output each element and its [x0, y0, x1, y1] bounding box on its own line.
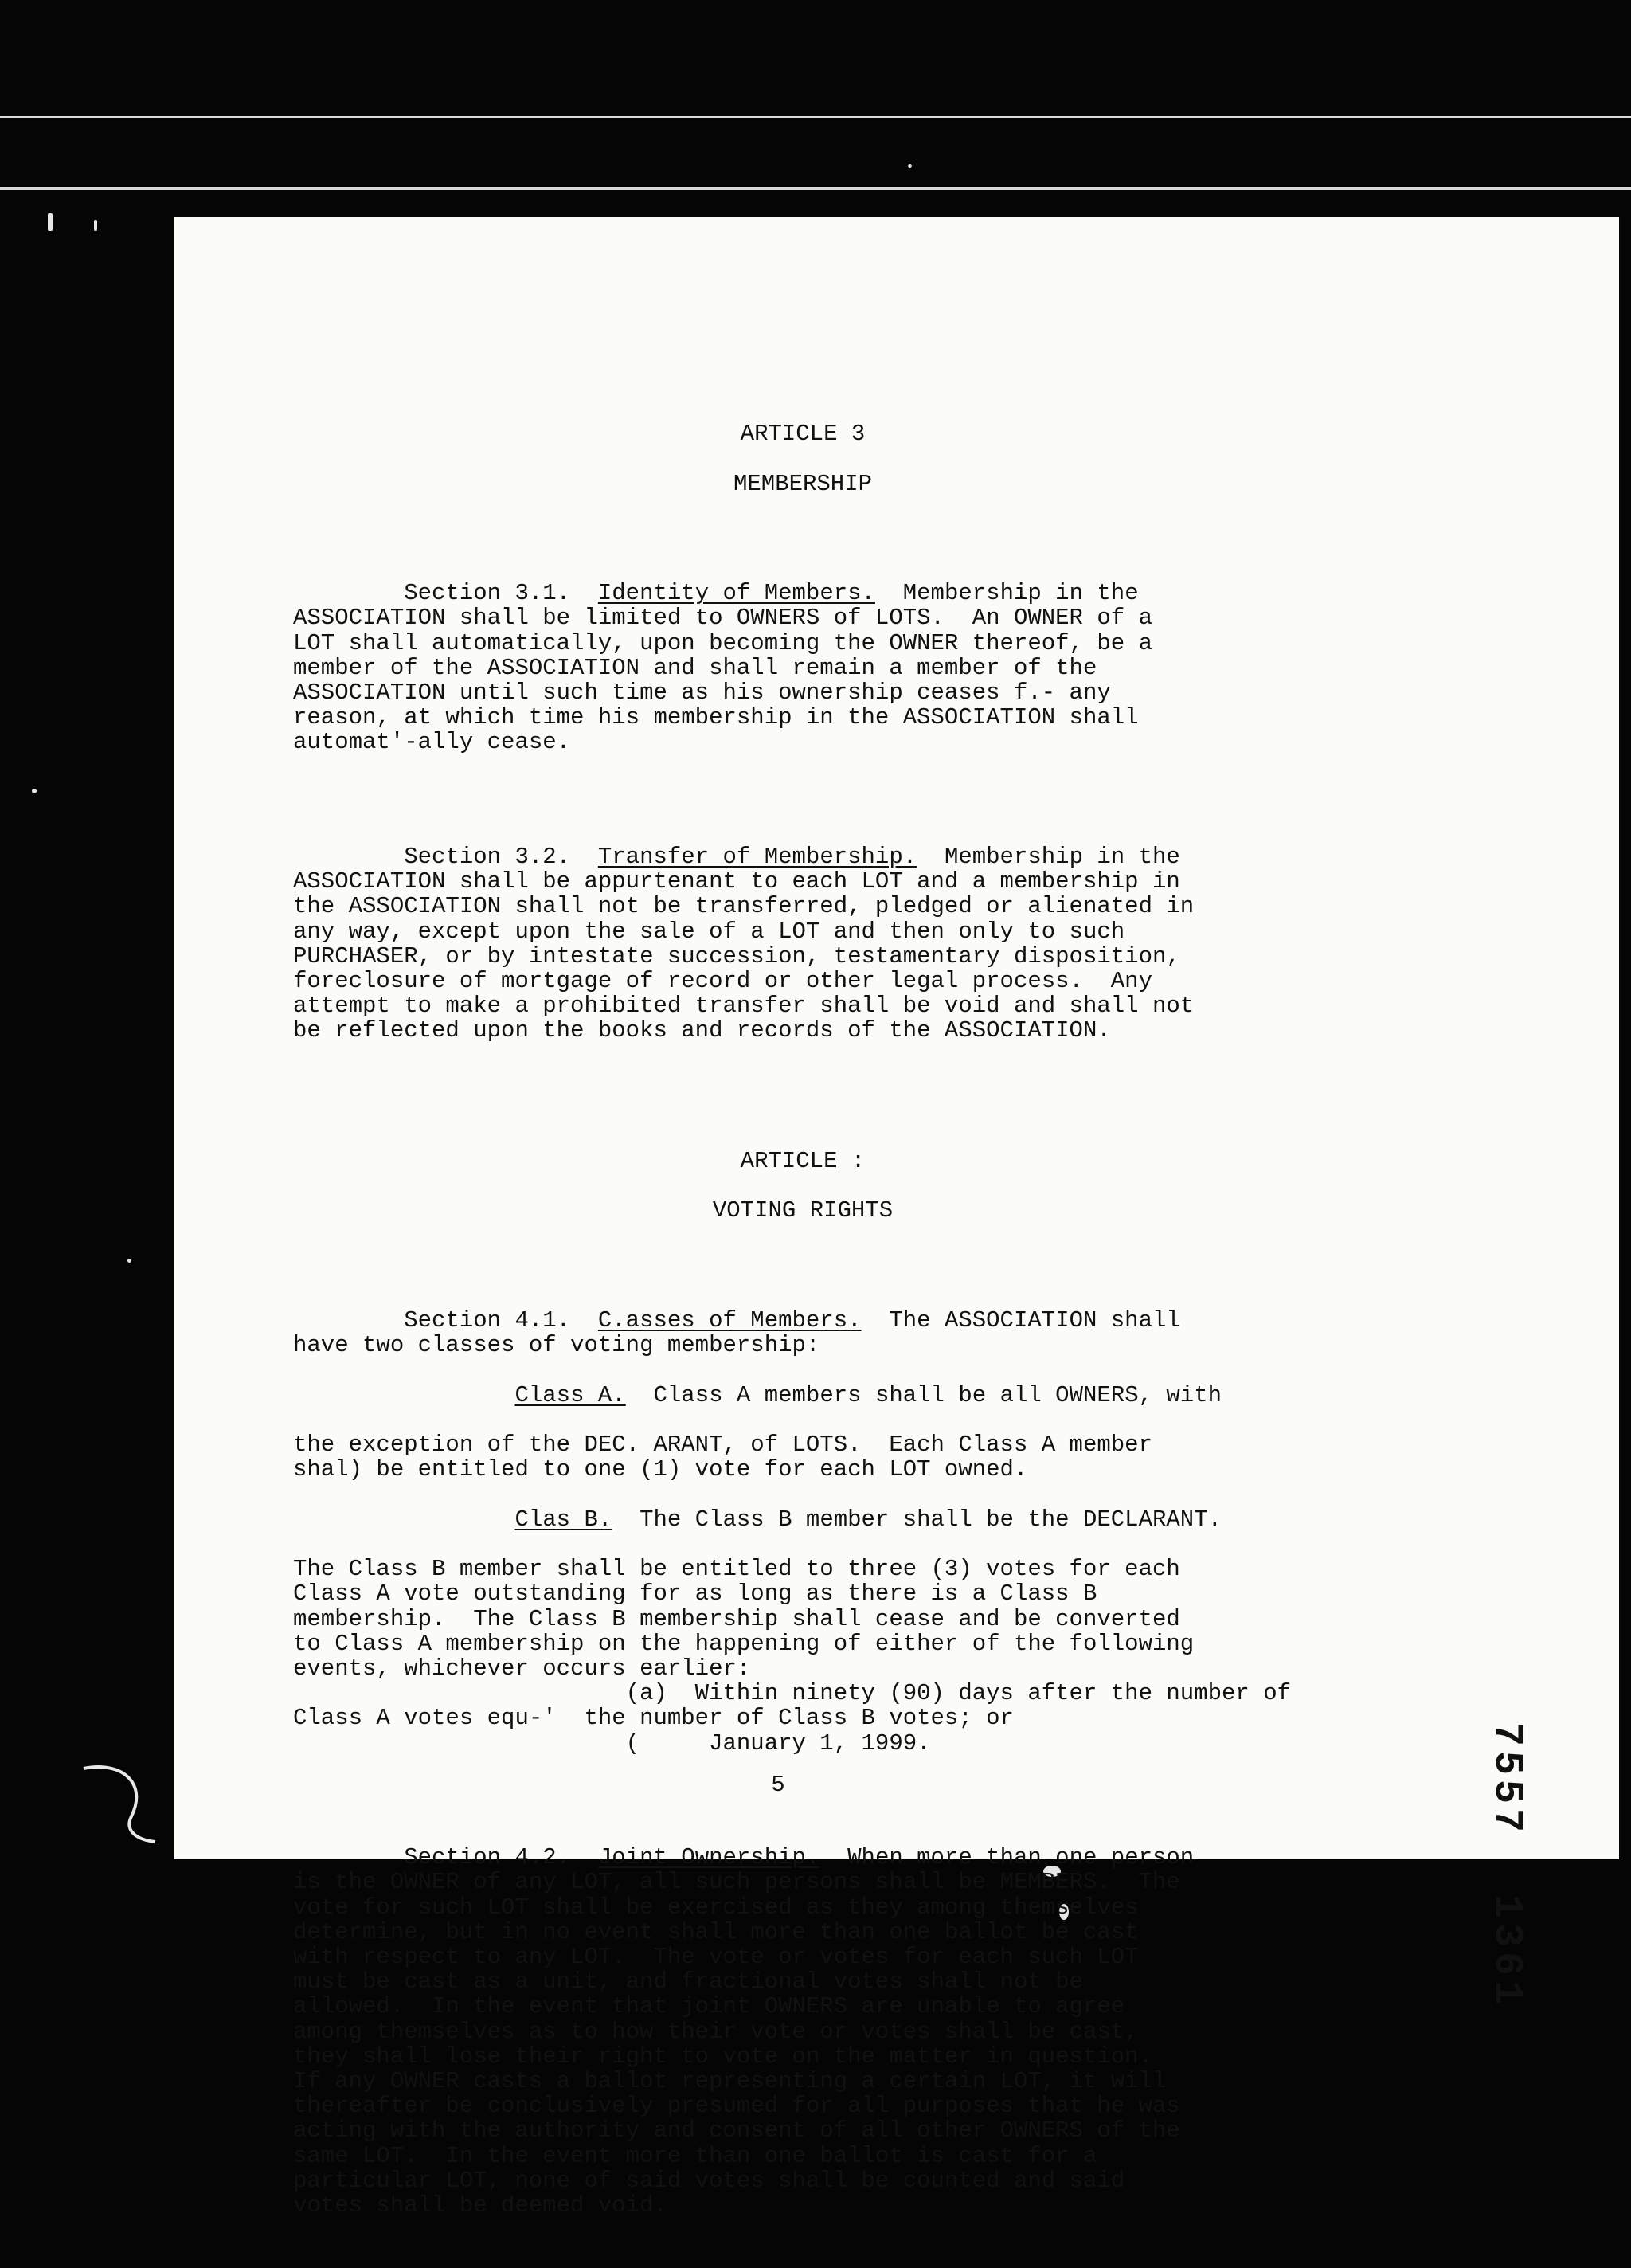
scan-speck	[94, 220, 97, 231]
section-4-2-line: When more than one person	[819, 1844, 1195, 1871]
section-4-2-line: thereafter be conclusively presumed for all purposes that he was	[293, 2093, 1180, 2120]
section-4-2-line: same LOT. In the event more than one ballot is cast for a	[293, 2142, 1097, 2169]
section-4-2-line: determine, but in no event shall more than one ballot be cast	[293, 1918, 1139, 1945]
section-4-1-heading: C.asses of Members.	[597, 1307, 862, 1334]
section-4-2-line: If any OWNER casts a ballot representing a certain LOT, it will	[293, 2067, 1167, 2094]
section-3-1-line: reason, at which time his membership in the ASSOCIATION shall	[293, 704, 1139, 731]
scan-border-line-top	[0, 116, 1631, 118]
section-4-2-line: allowed. In the event that joint OWNERS are unable to agree	[293, 1993, 1125, 2020]
section-3-2-line: Membership in the	[917, 844, 1180, 871]
section-3-1-line: ASSOCIATION shall be limited to OWNERS of LOTS. An OWNER of a	[293, 605, 1152, 632]
article-4-title: VOTING RIGHTS	[712, 1197, 894, 1224]
section-3-1-heading: Identity of Members.	[597, 580, 875, 607]
class-b-line: ( January 1, 1999.	[293, 1729, 931, 1757]
section-3-2-line: foreclosure of mortgage of record or other legal process. Any	[293, 968, 1152, 995]
section-4-1-line: have two classes of voting membership:	[293, 1332, 820, 1359]
class-b-line: (a) Within ninety (90) days after the number of	[293, 1680, 1292, 1707]
section-4-2-line: particular LOT, none of said votes shall be counted and said	[293, 2167, 1125, 2194]
scan-speck	[127, 1259, 131, 1263]
document-body	[293, 397, 1312, 2268]
class-b-line: to Class A membership on the happening of either of the following	[293, 1630, 1195, 1657]
section-4-2-line: vote for such LOT shall be exercised as they among themselves	[293, 1894, 1139, 1921]
article-3-title: MEMBERSHIP	[733, 470, 873, 497]
section-4-1: Section 4.1. C.asses of Members. The ASSOCIATION shall have two classes of voting membership: Class A. Class A members shall be all OWNERS, with the exception of the DEC. ARANT, of LOTS. Each Class A member shal) be entitled to one (1) vote for each LOT owned. Clas B. The Class B member shall be the DECLARANT. The Class B member shall be entitled to three (3) votes for each Class A vote outstanding for as long as there is a Class B membership. The Class B membership shall cease and be converted to Class A membership on the happening of either of the following events, whichever occurs earlier: (a) Within ninety (90) days after the number of Class A votes equ-' the number of Class B votes; or ( January 1, 1999.	[293, 1308, 1312, 1756]
section-3-2-heading: Transfer of Membership.	[597, 844, 917, 871]
section-3-2-line: attempt to make a prohibited transfer shall be void and shall not	[293, 993, 1195, 1020]
class-a-line: Class A members shall be all OWNERS, with	[625, 1381, 1222, 1408]
section-3-2-line: PURCHASER, or by intestate succession, testamentary disposition,	[293, 942, 1180, 969]
page-number: 5	[771, 1772, 785, 1798]
section-3-1-line: Membership in the	[874, 580, 1139, 607]
section-4-2-line: among themselves as to how their vote or votes shall be cast,	[293, 2018, 1139, 2045]
class-b-line: events, whichever occurs earlier:	[293, 1655, 751, 1682]
section-3-1-line: ASSOCIATION until such time as his ownership ceases f.- any	[293, 680, 1111, 707]
class-a-line: the exception of the DEC. ARANT, of LOTS. Each Class A member	[293, 1432, 1152, 1459]
document-page	[174, 217, 1619, 2219]
section-3-1-line: member of the ASSOCIATION and shall remain a member of the	[293, 654, 1097, 681]
section-3-2-line: be reflected upon the books and records of the ASSOCIATION.	[293, 1017, 1111, 1044]
section-3-2: Section 3.2. Transfer of Membership. Membership in the ASSOCIATION shall be appurtenant to each LOT and a membership in the ASSOCIATION shall not be transferred, pledged or alienated in any way, except upon the sale of a LOT and then only to such PURCHASER, or by intestate succession, testamentary disposition, foreclosure of mortgage of record or other legal process. Any attempt to make a prohibited transfer shall be void and shall not be reflected upon the books and records of the ASSOCIATION.	[293, 844, 1312, 1044]
scan-curve-mark	[76, 1753, 163, 1848]
article-4-number: ARTICLE :	[740, 1148, 866, 1175]
section-4-2-line: acting with the authority and consent of all other OWNERS of the	[293, 2117, 1180, 2145]
class-b-line: membership. The Class B membership shall cease and be converted	[293, 1605, 1180, 1632]
section-4-2-heading: Joint Ownership.	[597, 1844, 820, 1871]
class-b-line: Class A votes equ-' the number of Class B votes; or	[293, 1705, 1014, 1732]
class-b-line: The Class B member shall be the DECLARANT.	[612, 1506, 1222, 1533]
scan-speck	[32, 789, 37, 793]
section-4-2-line: they shall lose their right to vote on the matter in question.	[293, 2043, 1152, 2070]
section-4-2-line: votes shall be deemed void.	[293, 2192, 667, 2219]
scan-speck	[48, 213, 53, 231]
section-4-2-line: with respect to any LOT. The vote or votes for each such LOT	[293, 1943, 1139, 1970]
section-3-2-line: any way, except upon the sale of a LOT and then only to such	[293, 918, 1125, 945]
class-b-line: Class A vote outstanding for as long as there is a Class B	[293, 1581, 1097, 1608]
section-3-1-line: automat'-ally cease.	[293, 729, 571, 756]
scan-speck	[908, 164, 912, 168]
class-a-line: shal) be entitled to one (1) vote for each LOT owned.	[293, 1456, 1028, 1483]
recording-stamp: 7557 1361	[1484, 1722, 1529, 2010]
section-3-2-line: the ASSOCIATION shall not be transferred, pledged or alienated in	[293, 893, 1195, 920]
section-4-1-line: The ASSOCIATION shall	[861, 1307, 1180, 1334]
section-4-2-line: must be cast as a unit, and fractional votes shall not be	[293, 1968, 1083, 1996]
section-3-1-line: LOT shall automatically, upon becoming the OWNER thereof, be a	[293, 629, 1152, 656]
class-b-label: Clas B.	[514, 1506, 612, 1533]
scan-border-line-bottom	[0, 187, 1631, 190]
section-3-1: Section 3.1. Identity of Members. Membership in the ASSOCIATION shall be limited to OWNERS of LOTS. An OWNER of a LOT shall automatically, upon becoming the OWNER thereof, be a member of the ASSOCIATION and shall remain a member of the ASSOCIATION until such time as his ownership ceases f.- any reason, at which time his membership in the ASSOCIATION shall automat'-ally cease.	[293, 581, 1312, 754]
section-4-2-line: is the OWNER of any LOT, all such persons shall be MEMBERS. The	[293, 1869, 1180, 1896]
class-b-line: The Class B member shall be entitled to three (3) votes for each	[293, 1556, 1180, 1583]
article-3-number: ARTICLE 3	[740, 421, 866, 448]
section-4-2: Section 4.2. Joint Ownership. When more than one person is the OWNER of any LOT, all such persons shall be MEMBERS. The vote for such LOT shall be exercised as they among themselves determine, but in no event shall more than one ballot be cast with respect to any LOT. The vote or votes for each such LOT must be cast as a unit, and fractional votes shall not be allowed. In the event that joint OWNERS are unable to agree among themselves as to how their vote or votes shall be cast, they shall lose their right to vote on the matter in question. If any OWNER casts a ballot representing a certain LOT, it will thereafter be conclusively presumed for all purposes that he was acting with the authority and consent of all other OWNERS of the same LOT. In the event more than one ballot is cast for a particular LOT, none of said votes shall be counted and said votes shall be deemed void.	[293, 1845, 1312, 2218]
class-a-paragraph	[293, 1383, 1312, 1408]
class-b-paragraph	[293, 1507, 1312, 1532]
section-3-2-line: ASSOCIATION shall be appurtenant to each LOT and a membership in	[293, 868, 1180, 895]
class-a-label: Class A.	[514, 1381, 626, 1408]
